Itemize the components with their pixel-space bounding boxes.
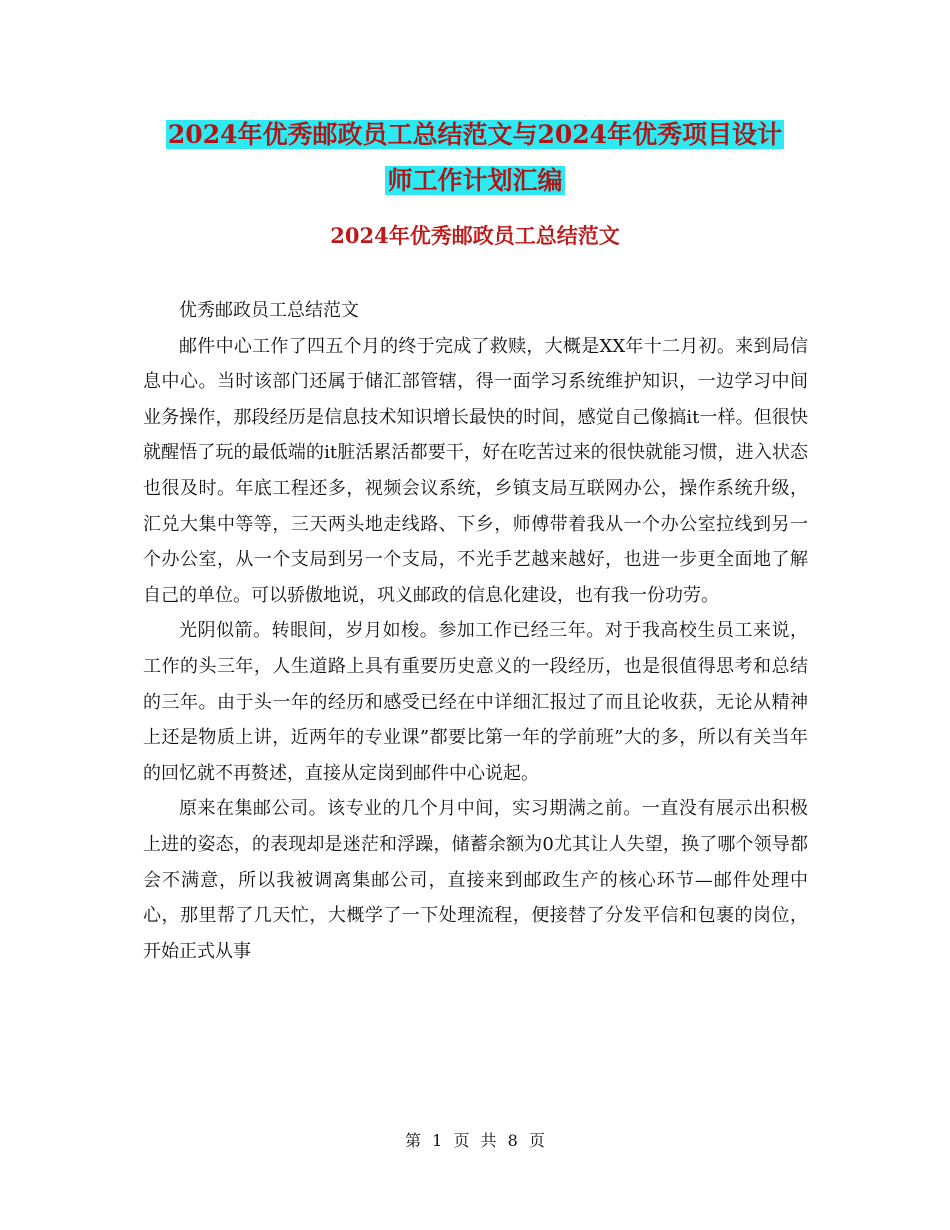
body-paragraph-1: 邮件中心工作了四五个月的终于完成了救赎，大概是XX年十二月初。来到局信息中心。当时该部门还属于储汇部管辖，得一面学习系统维护知识，一边学习中间业务操作，那段经历是信息技术知识增长最快的时间，感觉自己像搞it一样。但很快就醒悟了玩的最低端的it脏活累活都要干，好在吃苦过来的很快就能习惯，进入状态也很及时。年底工程还多，视频会议系统，乡镇支局互联网办公，操作系统升级，汇兑大集中等等，三天两头地走线路、下乡，师傅带着我从一个办公室拉线到另一个办公室，从一个支局到另一个支局，不光手艺越来越好，也进一步更全面地了解自己的单位。可以骄傲地说，巩义邮政的信息化建设，也有我一份功劳。 [143, 335, 808, 606]
page-footer: 第 1 页 共 8 页 [405, 1131, 545, 1150]
section-heading: 2024年优秀邮政员工总结范文 [330, 223, 620, 248]
body-paragraph-3: 原来在集邮公司。该专业的几个月中间，实习期满之前。一直没有展示出积极上进的姿态，的表现却是迷茫和浮躁，储蓄余额为0尤其让人失望，换了哪个领导都会不满意，所以我被调离集邮公司，直接来到邮政生产的核心环节—邮件处理中心，那里帮了几天忙，大概学了一下处理流程，便接替了分发平信和包裹的岗位，开始正式从事 [143, 798, 808, 962]
document-title [0, 112, 950, 204]
document-body [143, 293, 808, 969]
document-title-line-1: 2024年优秀邮政员工总结范文与2024年优秀项目设计 [167, 120, 783, 149]
body-subtitle: 优秀邮政员工总结范文 [179, 300, 359, 321]
document-title-line-2: 师工作计划汇编 [387, 166, 563, 195]
body-paragraph-2: 光阴似箭。转眼间，岁月如梭。参加工作已经三年。对于我高校生员工来说，工作的头三年，人生道路上具有重要历史意义的一段经历，也是很值得思考和总结的三年。由于头一年的经历和感受已经在中详细汇报过了而且论收获，无论从精神上还是物质上讲，近两年的专业课”都要比第一年的学前班”大的多，所以有关当年的回忆就不再赘述，直接从定岗到邮件中心说起。 [143, 620, 808, 784]
